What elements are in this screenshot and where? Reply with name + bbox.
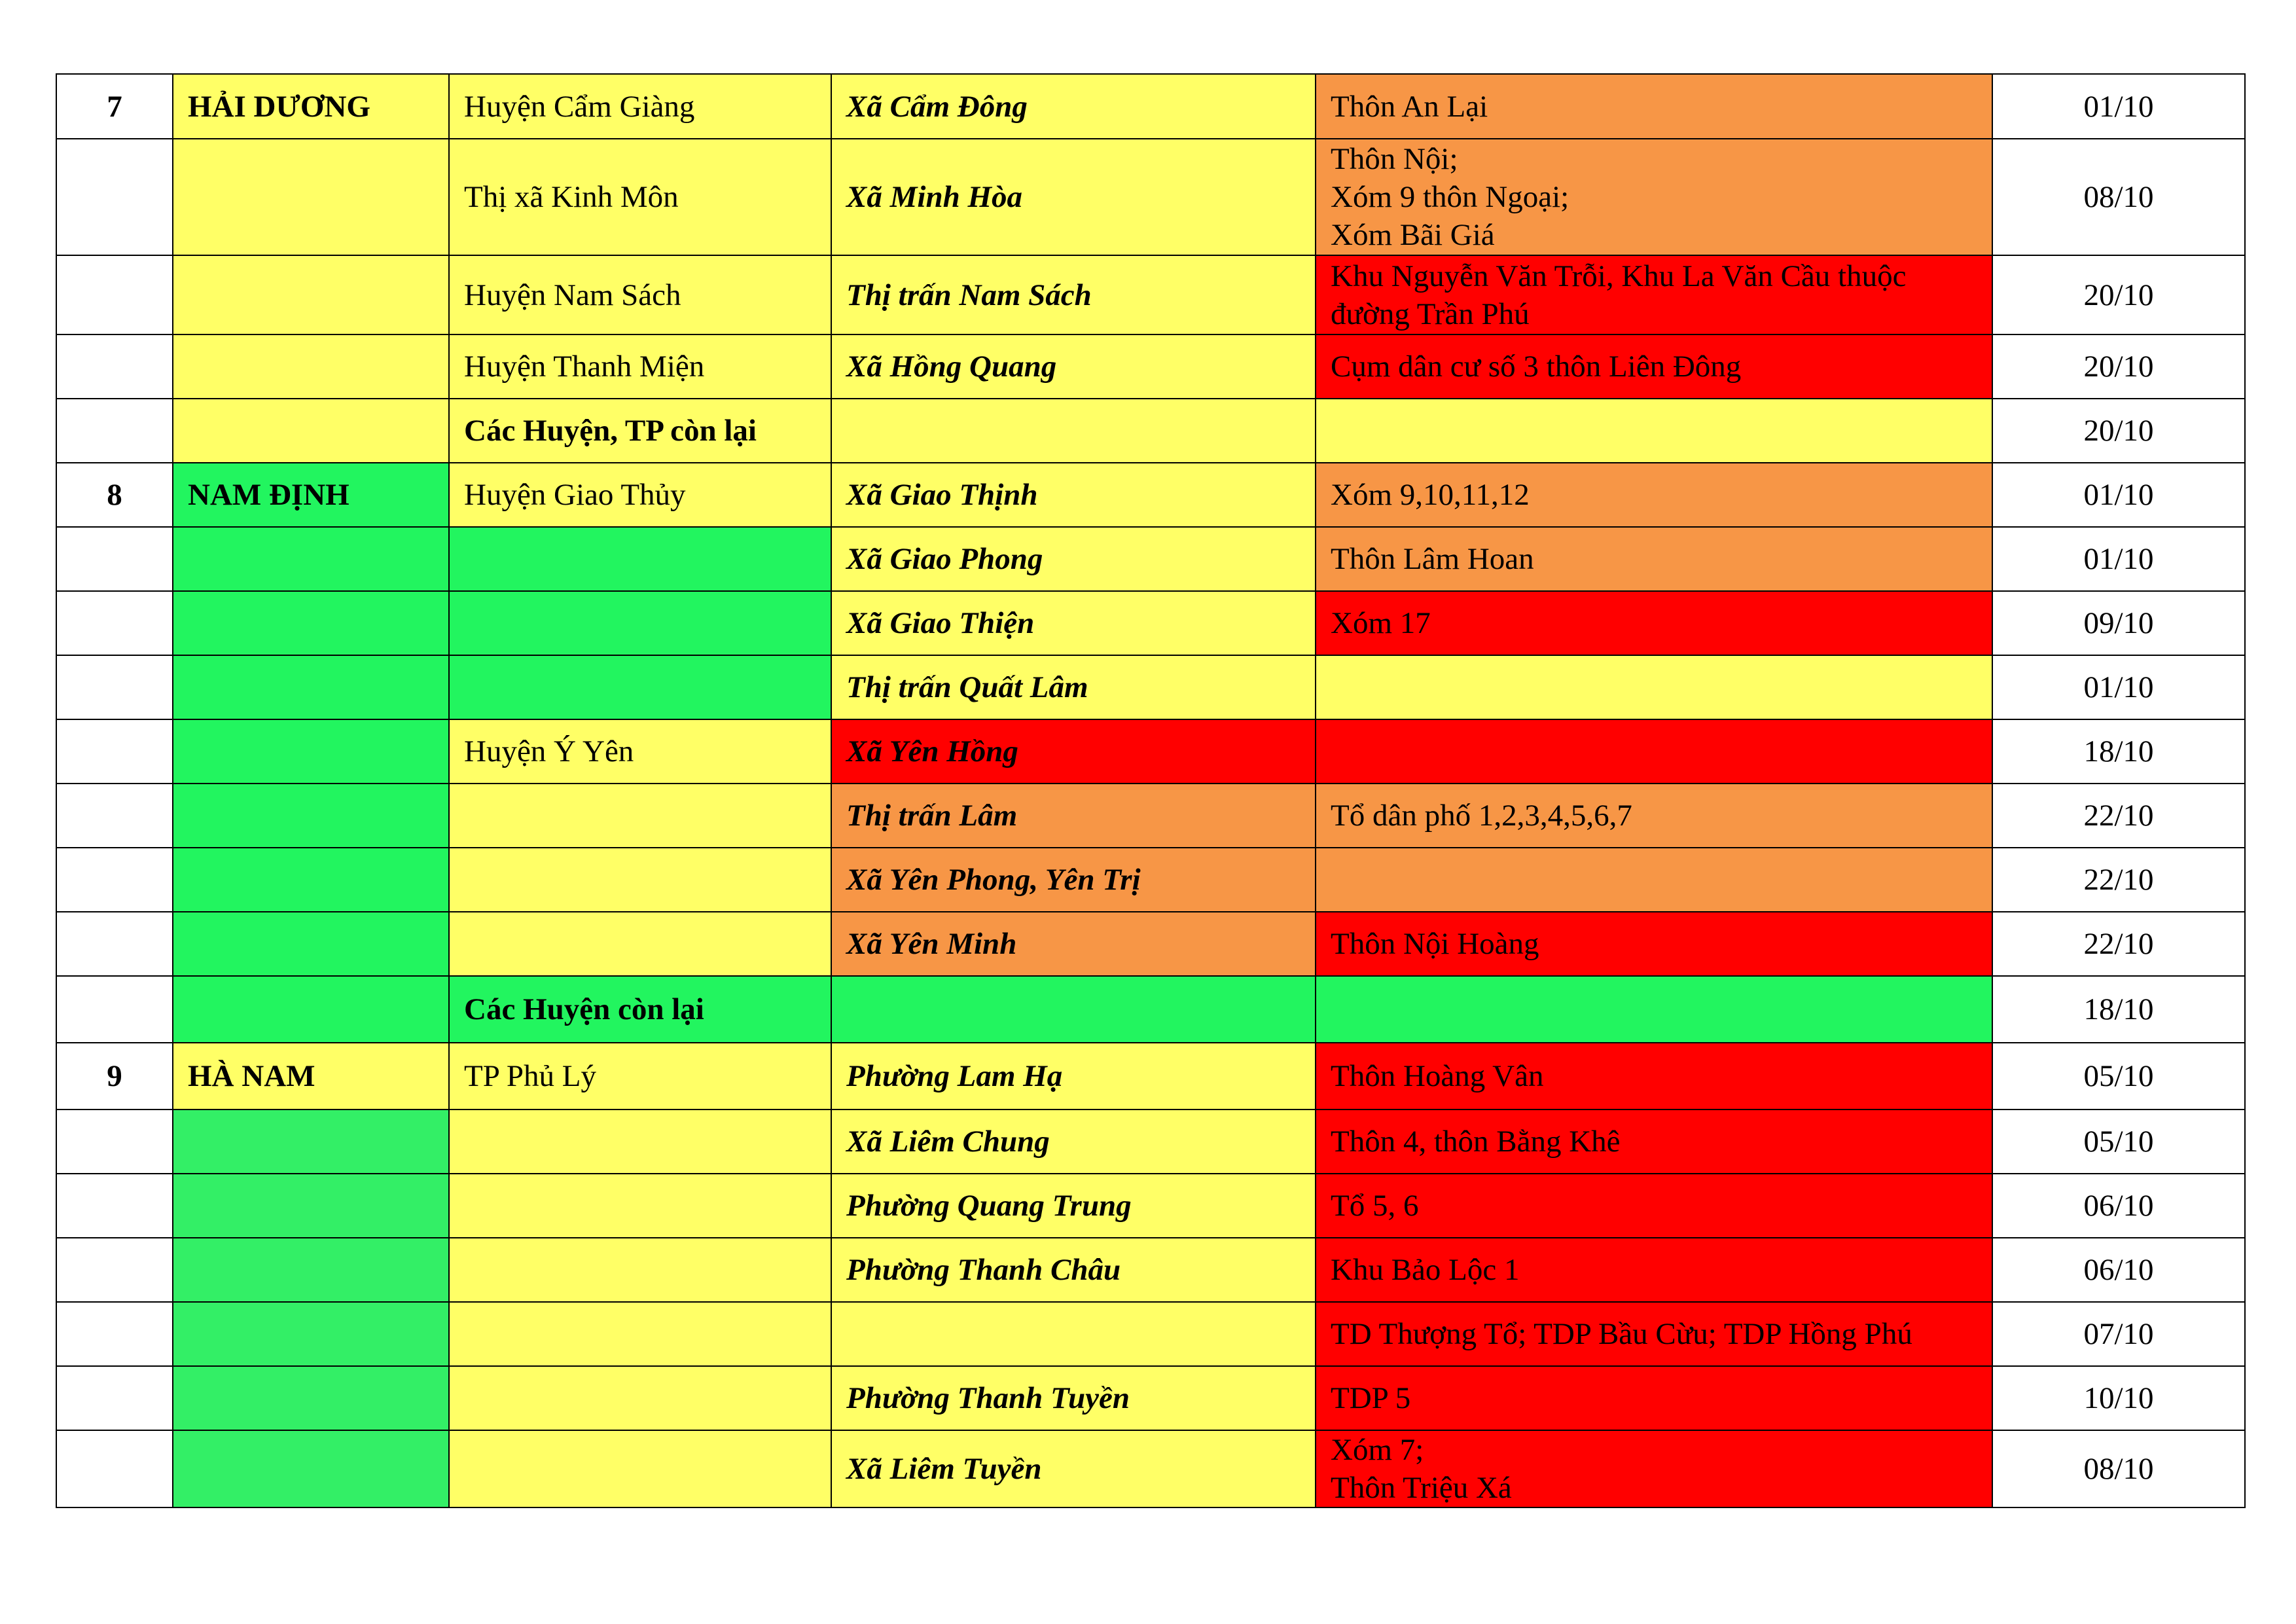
table-row: [56, 139, 2245, 255]
area-cell: [1316, 334, 1992, 399]
district-cell: [449, 1110, 831, 1174]
date-cell: 06/10: [1992, 1238, 2245, 1302]
province-cell: [173, 912, 449, 976]
area-line: Thôn Hoàng Vân: [1331, 1059, 1544, 1093]
ward-cell: Xã Yên Minh: [831, 912, 1316, 976]
province-cell: [173, 591, 449, 655]
area-cell: [1316, 255, 1992, 334]
row-number-cell: [56, 1110, 173, 1174]
province-cell: [173, 976, 449, 1043]
row-number-cell: [56, 1430, 173, 1507]
district-cell: Các Huyện còn lại: [449, 976, 831, 1043]
province-cell: HẢI DƯƠNG: [173, 74, 449, 139]
row-number-cell: 8: [56, 463, 173, 527]
ward-cell: Xã Giao Thịnh: [831, 463, 1316, 527]
date-cell: 09/10: [1992, 591, 2245, 655]
province-cell: NAM ĐỊNH: [173, 463, 449, 527]
date-cell: 01/10: [1992, 74, 2245, 139]
date-cell: 05/10: [1992, 1043, 2245, 1110]
area-line: Khu Bảo Lộc 1: [1331, 1253, 1520, 1287]
row-number-cell: 9: [56, 1043, 173, 1110]
ward-cell: Thị trấn Quất Lâm: [831, 655, 1316, 719]
date-cell: 18/10: [1992, 976, 2245, 1043]
date-cell: 22/10: [1992, 784, 2245, 848]
district-cell: [449, 527, 831, 591]
area-line: Thôn Nội Hoàng: [1331, 927, 1539, 961]
district-cell: [449, 848, 831, 912]
ward-cell: Thị trấn Nam Sách: [831, 255, 1316, 334]
district-cell: [449, 1366, 831, 1430]
table-row: [56, 784, 2245, 848]
area-cell: [1316, 139, 1992, 255]
table-row: [56, 655, 2245, 719]
area-cell: [1316, 527, 1992, 591]
date-cell: 08/10: [1992, 1430, 2245, 1507]
province-cell: [173, 1366, 449, 1430]
district-cell: Thị xã Kinh Môn: [449, 139, 831, 255]
area-cell: [1316, 1302, 1992, 1366]
area-cell: [1316, 591, 1992, 655]
province-cell: HÀ NAM: [173, 1043, 449, 1110]
ward-cell: Xã Yên Phong, Yên Trị: [831, 848, 1316, 912]
row-number-cell: [56, 719, 173, 784]
date-cell: 22/10: [1992, 912, 2245, 976]
province-cell: [173, 139, 449, 255]
area-line: Thôn 4, thôn Bằng Khê: [1331, 1125, 1621, 1159]
district-cell: TP Phủ Lý: [449, 1043, 831, 1110]
area-line: Xóm Bãi Giá: [1331, 218, 1495, 252]
table-row: [56, 848, 2245, 912]
area-line: Thôn Nội;: [1331, 142, 1458, 176]
date-cell: 01/10: [1992, 527, 2245, 591]
table-row: [56, 399, 2245, 463]
province-cell: [173, 527, 449, 591]
date-cell: 07/10: [1992, 1302, 2245, 1366]
ward-cell: Xã Hồng Quang: [831, 334, 1316, 399]
area-cell: [1316, 1043, 1992, 1110]
area-line: TDP 5: [1331, 1381, 1411, 1415]
ward-cell: Thị trấn Lâm: [831, 784, 1316, 848]
row-number-cell: [56, 912, 173, 976]
area-cell: [1316, 719, 1992, 784]
area-cell: [1316, 848, 1992, 912]
district-cell: [449, 1430, 831, 1507]
date-cell: 20/10: [1992, 399, 2245, 463]
table-row: [56, 1430, 2245, 1507]
row-number-cell: [56, 399, 173, 463]
district-cell: Huyện Thanh Miện: [449, 334, 831, 399]
province-cell: [173, 399, 449, 463]
table-row: [56, 719, 2245, 784]
district-cell: [449, 655, 831, 719]
province-cell: [173, 655, 449, 719]
area-cell: [1316, 1238, 1992, 1302]
ward-cell: Xã Minh Hòa: [831, 139, 1316, 255]
province-cell: [173, 1174, 449, 1238]
date-cell: 20/10: [1992, 255, 2245, 334]
ward-cell: [831, 399, 1316, 463]
table-row: [56, 463, 2245, 527]
row-number-cell: [56, 848, 173, 912]
area-cell: [1316, 1366, 1992, 1430]
province-cell: [173, 334, 449, 399]
table-row: [56, 255, 2245, 334]
row-number-cell: [56, 527, 173, 591]
area-cell: [1316, 463, 1992, 527]
row-number-cell: [56, 784, 173, 848]
district-cell: [449, 1174, 831, 1238]
table-row: [56, 1302, 2245, 1366]
table-row: [56, 1366, 2245, 1430]
district-cell: Huyện Cẩm Giàng: [449, 74, 831, 139]
date-cell: 20/10: [1992, 334, 2245, 399]
area-cell: [1316, 912, 1992, 976]
area-cell: [1316, 1110, 1992, 1174]
ward-cell: Phường Quang Trung: [831, 1174, 1316, 1238]
table-body: [56, 74, 2245, 1507]
area-line: Khu Nguyễn Văn Trỗi, Khu La Văn Cầu thuộc: [1331, 259, 1907, 293]
area-cell: [1316, 1174, 1992, 1238]
row-number-cell: [56, 1302, 173, 1366]
row-number-cell: [56, 139, 173, 255]
district-cell: Huyện Nam Sách: [449, 255, 831, 334]
province-cell: [173, 1238, 449, 1302]
province-cell: [173, 784, 449, 848]
area-cell: [1316, 655, 1992, 719]
province-cell: [173, 1110, 449, 1174]
district-cell: Huyện Ý Yên: [449, 719, 831, 784]
row-number-cell: [56, 1174, 173, 1238]
province-cell: [173, 848, 449, 912]
table-row: [56, 912, 2245, 976]
date-cell: 06/10: [1992, 1174, 2245, 1238]
province-cell: [173, 255, 449, 334]
area-line: Tổ 5, 6: [1331, 1189, 1419, 1223]
table-row: [56, 1174, 2245, 1238]
area-line: Thôn Lâm Hoan: [1331, 542, 1534, 576]
table-row: [56, 1110, 2245, 1174]
ward-cell: [831, 1302, 1316, 1366]
area-cell: [1316, 399, 1992, 463]
ward-cell: [831, 976, 1316, 1043]
ward-cell: Xã Giao Phong: [831, 527, 1316, 591]
date-cell: 05/10: [1992, 1110, 2245, 1174]
area-line: đường Trần Phú: [1331, 297, 1530, 331]
district-cell: Huyện Giao Thủy: [449, 463, 831, 527]
date-cell: 01/10: [1992, 463, 2245, 527]
area-cell: [1316, 784, 1992, 848]
row-number-cell: [56, 1366, 173, 1430]
ward-cell: Xã Yên Hồng: [831, 719, 1316, 784]
area-cell: [1316, 74, 1992, 139]
area-line: Xóm 7;: [1331, 1433, 1424, 1467]
area-line: Thôn An Lại: [1331, 89, 1488, 124]
area-cell: [1316, 976, 1992, 1043]
district-cell: Các Huyện, TP còn lại: [449, 399, 831, 463]
province-cell: [173, 1302, 449, 1366]
area-cell: [1316, 1430, 1992, 1507]
table-row: [56, 591, 2245, 655]
district-cell: [449, 1302, 831, 1366]
date-cell: 01/10: [1992, 655, 2245, 719]
row-number-cell: [56, 976, 173, 1043]
province-cell: [173, 1430, 449, 1507]
table-row: [56, 1238, 2245, 1302]
ward-cell: Phường Lam Hạ: [831, 1043, 1316, 1110]
district-cell: [449, 591, 831, 655]
area-line: TD Thượng Tổ; TDP Bầu Cừu; TDP Hồng Phú: [1331, 1317, 1912, 1351]
area-line: Cụm dân cư số 3 thôn Liên Đông: [1331, 350, 1742, 384]
table-row: [56, 74, 2245, 139]
district-cell: [449, 784, 831, 848]
date-cell: 08/10: [1992, 139, 2245, 255]
date-cell: 22/10: [1992, 848, 2245, 912]
district-cell: [449, 1238, 831, 1302]
table-row: [56, 976, 2245, 1043]
area-line: Xóm 9,10,11,12: [1331, 478, 1530, 512]
ward-cell: Xã Liêm Tuyền: [831, 1430, 1316, 1507]
table-row: [56, 1043, 2245, 1110]
area-line: Xóm 9 thôn Ngoại;: [1331, 180, 1570, 214]
ward-cell: Phường Thanh Châu: [831, 1238, 1316, 1302]
ward-cell: Xã Cẩm Đông: [831, 74, 1316, 139]
area-line: Thôn Triệu Xá: [1331, 1471, 1512, 1505]
ward-cell: Phường Thanh Tuyền: [831, 1366, 1316, 1430]
row-number-cell: [56, 1238, 173, 1302]
table-row: [56, 527, 2245, 591]
province-cell: [173, 719, 449, 784]
row-number-cell: [56, 255, 173, 334]
date-cell: 18/10: [1992, 719, 2245, 784]
schedule-table: [56, 73, 2246, 1508]
row-number-cell: [56, 334, 173, 399]
area-line: Xóm 17: [1331, 606, 1431, 640]
row-number-cell: [56, 591, 173, 655]
area-line: Tổ dân phố 1,2,3,4,5,6,7: [1331, 799, 1632, 833]
date-cell: 10/10: [1992, 1366, 2245, 1430]
district-cell: [449, 912, 831, 976]
row-number-cell: [56, 655, 173, 719]
ward-cell: Xã Giao Thiện: [831, 591, 1316, 655]
table-row: [56, 334, 2245, 399]
row-number-cell: 7: [56, 74, 173, 139]
ward-cell: Xã Liêm Chung: [831, 1110, 1316, 1174]
